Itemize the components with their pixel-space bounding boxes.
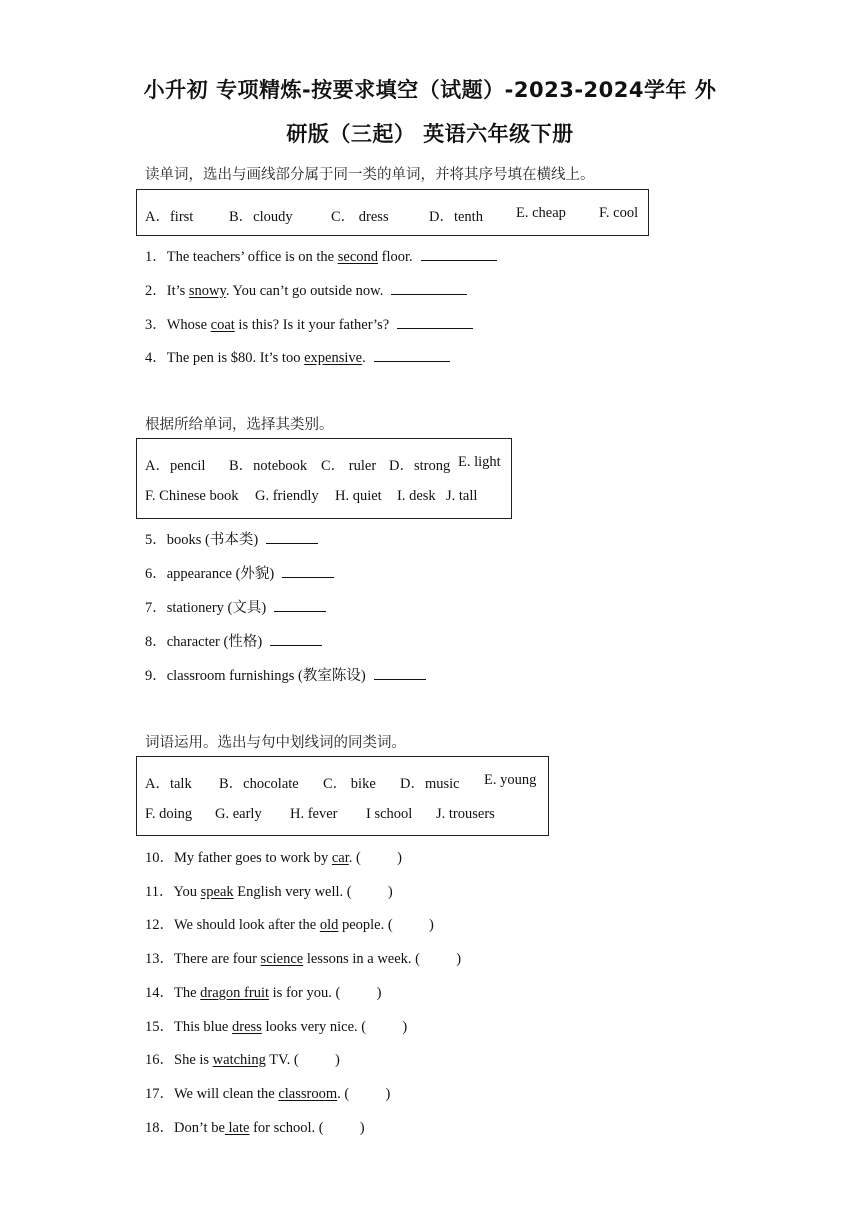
question-5: 5．books (书本类)	[145, 528, 318, 549]
question-2: 2．It’s snowy. You can’t go outside now.	[145, 279, 467, 300]
option-b: B．chocolate	[219, 776, 299, 792]
option-a: A．pencil	[145, 458, 206, 474]
answer-blank[interactable]	[374, 665, 426, 680]
option-b: B．notebook	[229, 458, 308, 474]
underlined-word: second	[337, 249, 378, 265]
section2-option-box	[136, 438, 512, 519]
option-g: G. friendly	[255, 488, 319, 504]
underlined-word: coat	[210, 317, 235, 333]
option-a: A．first	[145, 209, 194, 225]
answer-blank[interactable]	[274, 597, 326, 612]
question-17: 17．We will clean the classroom. ( )	[145, 1086, 391, 1102]
underlined-word: dress	[232, 1019, 262, 1035]
option-e: E. young	[484, 772, 537, 788]
underlined-word: dragon fruit	[200, 985, 270, 1001]
option-i: I. desk	[397, 488, 436, 504]
underlined-word: late	[224, 1120, 250, 1136]
option-i: I school	[366, 806, 413, 822]
section3-instruction: 词语运用。选出与句中划线词的同类词。	[145, 735, 406, 751]
underlined-word: old	[319, 917, 339, 933]
option-a: A．talk	[145, 776, 192, 792]
option-d: D．music	[400, 776, 460, 792]
question-18: 18．Don’t be late for school. ( )	[145, 1120, 365, 1136]
page-title-line-1: 小升初 专项精炼-按要求填空（试题）-2023-2024学年 外	[143, 78, 717, 102]
option-c: C． bike	[323, 776, 376, 792]
question-11: 11．You speak English very well. ( )	[145, 884, 393, 900]
underlined-word: expensive	[304, 350, 363, 366]
answer-blank[interactable]	[421, 246, 497, 261]
question-10: 10．My father goes to work by car. ( )	[145, 850, 402, 866]
section3-option-box	[136, 756, 549, 836]
underlined-word: speak	[200, 884, 234, 900]
option-c: C． dress	[331, 209, 389, 225]
option-g: G. early	[215, 806, 262, 822]
option-d: D．tenth	[429, 209, 483, 225]
answer-blank[interactable]	[374, 347, 450, 362]
underlined-word: car	[331, 850, 349, 866]
section2-instruction: 根据所给单词，选择其类别。	[145, 417, 334, 433]
underlined-word: snowy	[188, 283, 226, 299]
option-h: H. quiet	[335, 488, 382, 504]
question-15: 15．This blue dress looks very nice. ( )	[145, 1019, 408, 1035]
option-f: F. cool	[599, 205, 639, 221]
option-e: E. cheap	[516, 205, 566, 221]
answer-blank[interactable]	[266, 529, 318, 544]
option-b: B．cloudy	[229, 209, 293, 225]
answer-blank[interactable]	[391, 280, 467, 295]
section1-instruction: 读单词，选出与画线部分属于同一类的单词，并将其序号填在横线上。	[145, 167, 595, 183]
question-16: 16．She is watching TV. ( )	[145, 1052, 340, 1068]
option-c: C． ruler	[321, 458, 377, 474]
question-9: 9．classroom furnishings (教室陈设)	[145, 664, 426, 685]
question-14: 14．The dragon fruit is for you. ( )	[145, 985, 382, 1001]
answer-blank[interactable]	[282, 563, 334, 578]
option-j: J. trousers	[436, 806, 495, 822]
answer-blank[interactable]	[270, 631, 322, 646]
option-j: J. tall	[446, 488, 478, 504]
question-7: 7．stationery (文具)	[145, 596, 326, 617]
page-title-line-2: 研版（三起） 英语六年级下册	[286, 122, 574, 146]
question-6: 6．appearance (外貌)	[145, 562, 334, 583]
underlined-word: watching	[212, 1052, 266, 1068]
option-d: D．strong	[389, 458, 451, 474]
underlined-word: science	[260, 951, 304, 967]
question-3: 3．Whose coat is this? Is it your father’s?	[145, 313, 473, 334]
question-1: 1．The teachers’ office is on the second floor.	[145, 245, 497, 266]
question-12: 12．We should look after the old people. ( )	[145, 917, 434, 933]
answer-blank[interactable]	[397, 314, 473, 329]
question-13: 13．There are four science lessons in a week. ( )	[145, 951, 462, 967]
question-8: 8．character (性格)	[145, 630, 322, 651]
option-f: F. doing	[145, 806, 193, 822]
option-f: F. Chinese book	[145, 488, 239, 504]
option-e: E. light	[458, 454, 501, 470]
question-4: 4．The pen is $80. It’s too expensive.	[145, 346, 450, 367]
underlined-word: classroom	[278, 1086, 338, 1102]
option-h: H. fever	[290, 806, 338, 822]
section1-option-box	[136, 189, 649, 236]
